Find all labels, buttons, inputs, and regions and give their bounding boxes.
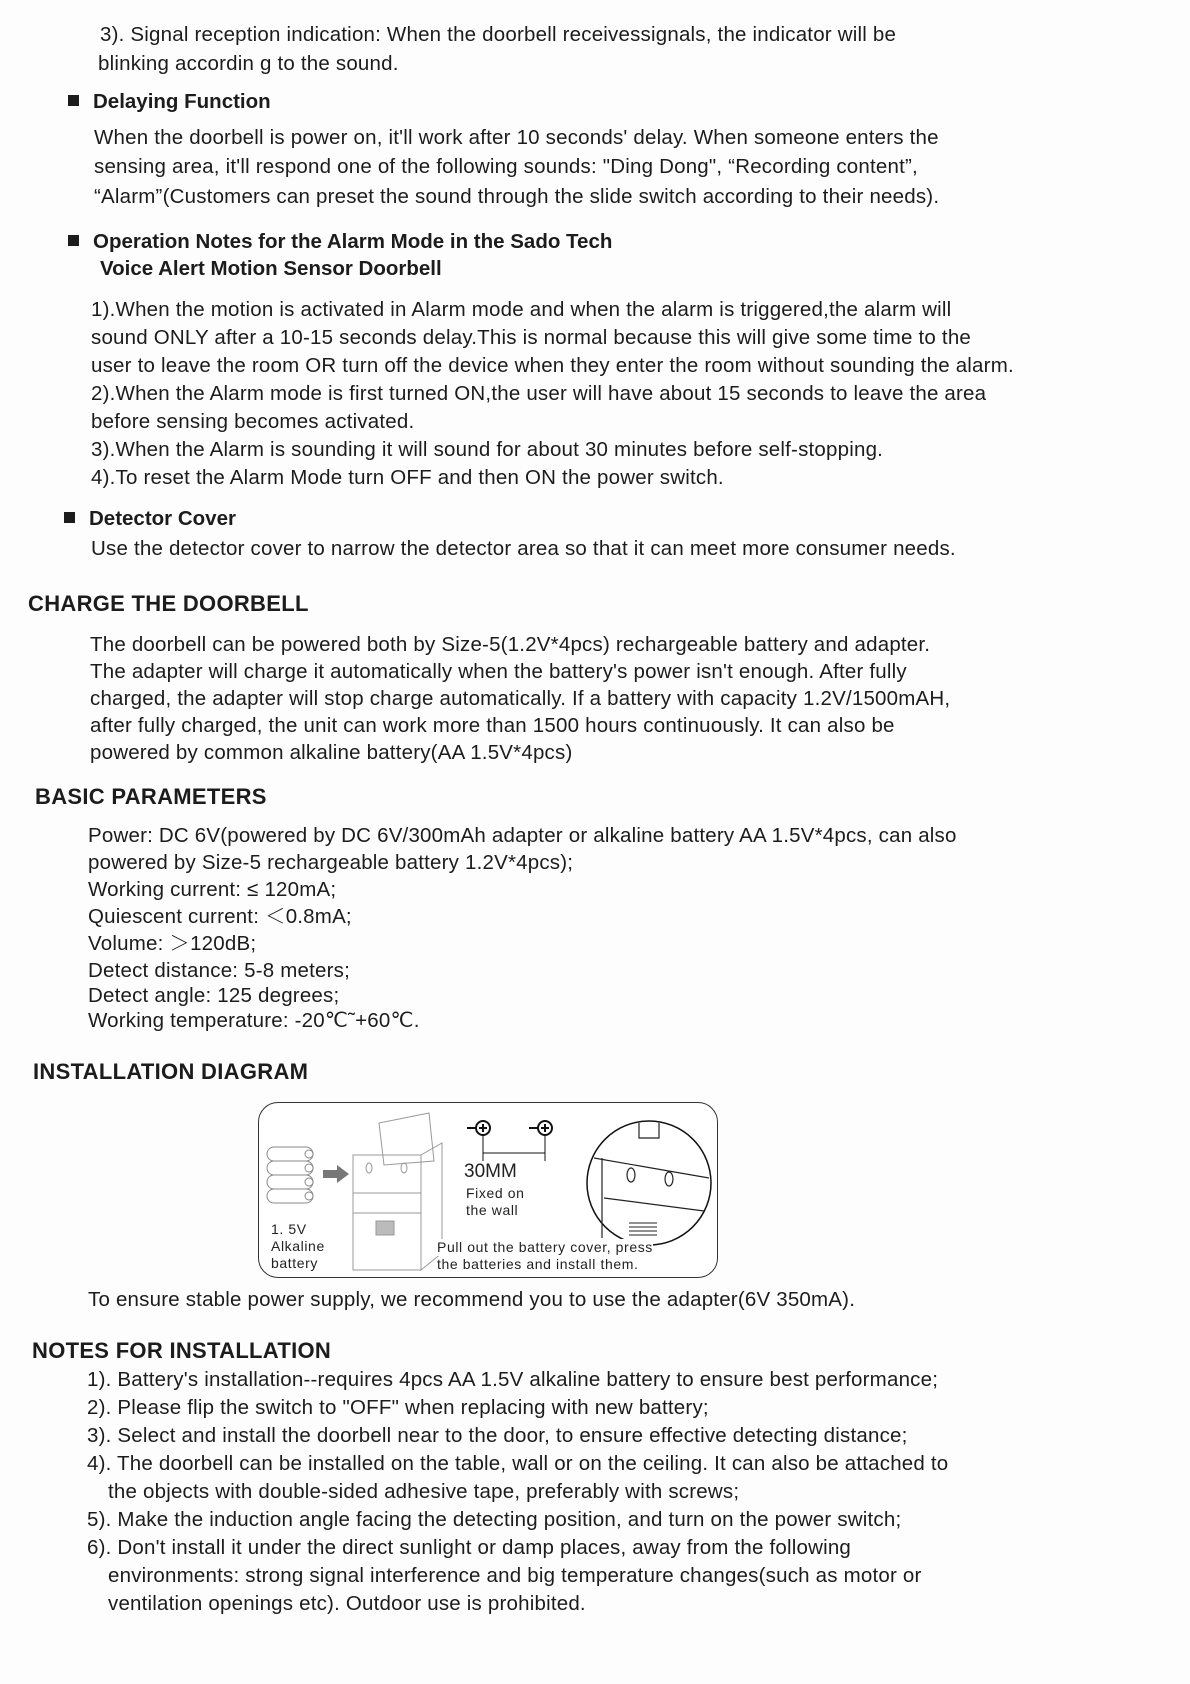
note-line: 1). Battery's installation--requires 4pcs AA 1.5V alkaline battery to ensure best performance; <box>87 1368 939 1391</box>
parameter-line: powered by Size-5 rechargeable battery 1.2V*4pcs); <box>88 851 574 874</box>
signal-indication-line: blinking accordin g to the sound. <box>98 52 399 75</box>
bullet-square-icon <box>68 95 79 106</box>
adapter-recommendation: To ensure stable power supply, we recommend you to use the adapter(6V 350mA). <box>88 1288 856 1311</box>
operation-line: 1).When the motion is activated in Alarm mode and when the alarm is triggered,the alarm will <box>91 298 952 321</box>
charge-line: charged, the adapter will stop charge automatically. If a battery with capacity 1.2V/1500mAH, <box>90 687 951 710</box>
delaying-line: sensing area, it'll respond one of the following sounds: "Ding Dong", “Recording content”, <box>94 155 918 178</box>
wall-label: the wall <box>466 1202 519 1218</box>
parameter-line: Working temperature: -20℃˜+60℃. <box>88 1009 420 1032</box>
operation-line: user to leave the room OR turn off the device when they enter the room without sounding the alarm. <box>91 354 1014 377</box>
note-line: environments: strong signal interference and big temperature changes(such as motor or <box>108 1564 922 1587</box>
parameter-line: Detect distance: 5-8 meters; <box>88 959 350 982</box>
note-line: the objects with double-sided adhesive tape, preferably with screws; <box>108 1480 740 1503</box>
note-line: 3). Select and install the doorbell near to the door, to ensure effective detecting distance; <box>87 1424 908 1447</box>
installation-section-title: INSTALLATION DIAGRAM <box>33 1059 309 1084</box>
heading-text: Detector Cover <box>89 507 236 530</box>
charge-line: powered by common alkaline battery(AA 1.5V*4pcs) <box>90 741 573 764</box>
bullet-square-icon <box>64 512 75 523</box>
charge-line: The adapter will charge it automatically when the battery's power isn't enough. After fully <box>90 660 907 683</box>
note-line: 2). Please flip the switch to "OFF" when replacing with new battery; <box>87 1396 709 1419</box>
note-line: 6). Don't install it under the direct sunlight or damp places, away from the following <box>87 1536 852 1559</box>
installation-diagram <box>258 1102 718 1278</box>
operation-line: 2).When the Alarm mode is first turned ON,the user will have about 15 seconds to leave the area <box>91 382 987 405</box>
operation-notes-heading-line2: Voice Alert Motion Sensor Doorbell <box>100 257 442 280</box>
charge-line: after fully charged, the unit can work more than 1500 hours continuously. It can also be <box>90 714 895 737</box>
heading-text: Delaying Function <box>93 90 271 113</box>
screw-spacing-label: 30MM <box>464 1161 517 1182</box>
battery-label: Alkaline <box>271 1238 325 1254</box>
parameters-section-title: BASIC PARAMETERS <box>35 784 267 809</box>
notes-section-title: NOTES FOR INSTALLATION <box>32 1338 332 1363</box>
parameter-line: Volume: ＞120dB; <box>88 932 257 955</box>
battery-label: 1. 5V <box>271 1221 307 1237</box>
delaying-line: When the doorbell is power on, it'll work after 10 seconds' delay. When someone enters the <box>94 126 939 149</box>
charge-line: The doorbell can be powered both by Size-5(1.2V*4pcs) rechargeable battery and adapter. <box>90 633 931 656</box>
operation-line: sound ONLY after a 10-15 seconds delay.This is normal because this will give some time to the <box>91 326 972 349</box>
delaying-line: “Alarm”(Customers can preset the sound through the slide switch according to their needs). <box>94 185 940 208</box>
note-line: ventilation openings etc). Outdoor use is prohibited. <box>108 1592 586 1615</box>
detector-cover-heading <box>64 509 236 530</box>
bullet-square-icon <box>68 235 79 246</box>
delaying-function-heading <box>68 92 271 113</box>
parameter-line: Power: DC 6V(powered by DC 6V/300mAh adapter or alkaline battery AA 1.5V*4pcs, can also <box>88 824 957 847</box>
parameter-line: Working current: ≤ 120mA; <box>88 878 337 901</box>
note-line: 4). The doorbell can be installed on the table, wall or on the ceiling. It can also be attached to <box>87 1452 949 1475</box>
note-line: 5). Make the induction angle facing the detecting position, and turn on the power switch; <box>87 1508 902 1531</box>
signal-indication-line: 3). Signal reception indication: When the doorbell receivessignals, the indicator will be <box>100 23 897 46</box>
operation-line: 4).To reset the Alarm Mode turn OFF and then ON the power switch. <box>91 466 724 489</box>
battery-label: battery <box>271 1255 318 1271</box>
detector-line: Use the detector cover to narrow the detector area so that it can meet more consumer needs. <box>91 537 956 560</box>
charge-section-title: CHARGE THE DOORBELL <box>28 591 309 616</box>
operation-line: 3).When the Alarm is sounding it will sound for about 30 minutes before self-stopping. <box>91 438 884 461</box>
operation-line: before sensing becomes activated. <box>91 410 415 433</box>
wall-label: Fixed on <box>466 1185 525 1201</box>
operation-notes-heading <box>68 232 612 253</box>
parameter-line: Detect angle: 125 degrees; <box>88 984 340 1007</box>
parameter-line: Quiescent current: ＜0.8mA; <box>88 905 352 928</box>
instruction-label: Pull out the battery cover, press <box>437 1239 653 1255</box>
heading-text: Operation Notes for the Alarm Mode in the Sado Tech <box>93 230 613 253</box>
instruction-label: the batteries and install them. <box>437 1256 639 1272</box>
